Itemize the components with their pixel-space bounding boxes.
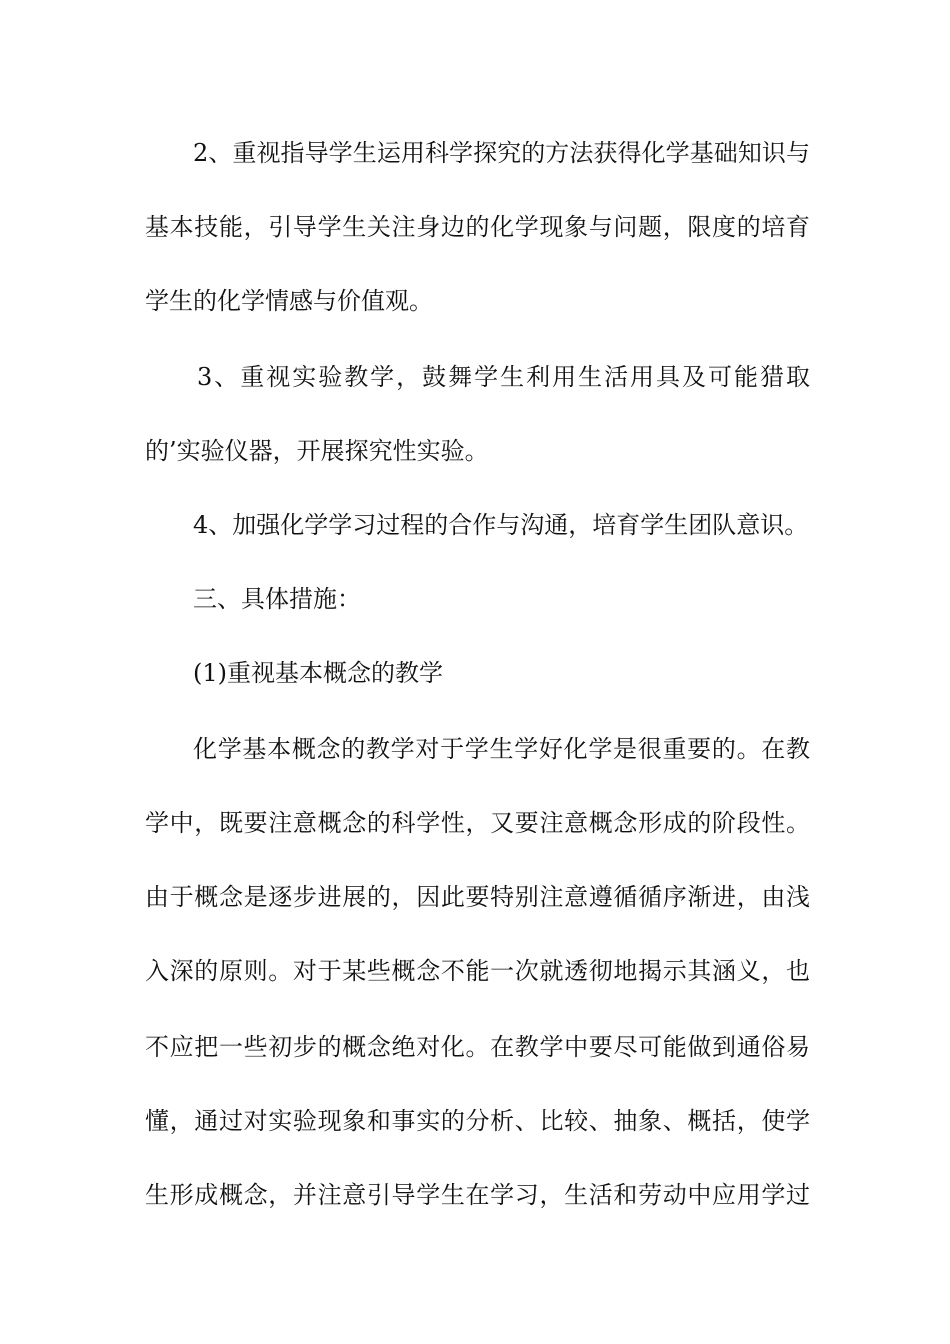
subsection-heading: (1)重视基本概念的教学 xyxy=(193,659,443,687)
text-line-11: 由于概念是逐步进展的，因此要特别注意遵循循序渐进，由浅 xyxy=(145,883,810,911)
text-line-2: 基本技能，引导学生关注身边的化学现象与问题，限度的培育 xyxy=(145,213,810,241)
text-line-9: 化学基本概念的教学对于学生学好化学是很重要的。在教 xyxy=(193,735,810,763)
text-line-10: 学中，既要注意概念的科学性，又要注意概念形成的阶段性。 xyxy=(145,809,810,837)
text-line-4: 3、重视实验教学，鼓舞学生利用生活用具及可能猎取 xyxy=(197,363,810,391)
text-line-14: 懂，通过对实验现象和事实的分析、比较、抽象、概括，使学 xyxy=(145,1107,810,1135)
text-line-15: 生形成概念，并注意引导学生在学习，生活和劳动中应用学过 xyxy=(145,1181,810,1209)
text-line-5: 的’实验仪器，开展探究性实验。 xyxy=(145,437,489,465)
text-line-3: 学生的化学情感与价值观。 xyxy=(145,287,433,315)
text-line-13: 不应把一些初步的概念绝对化。在教学中要尽可能做到通俗易 xyxy=(145,1033,810,1061)
text-line-12: 入深的原则。对于某些概念不能一次就透彻地揭示其涵义，也 xyxy=(145,957,810,985)
section-heading: 三、具体措施： xyxy=(193,585,361,613)
text-line-6: 4、加强化学学习过程的合作与沟通，培育学生团队意识。 xyxy=(193,511,809,539)
text-line-1: 2、重视指导学生运用科学探究的方法获得化学基础知识与 xyxy=(193,139,810,167)
